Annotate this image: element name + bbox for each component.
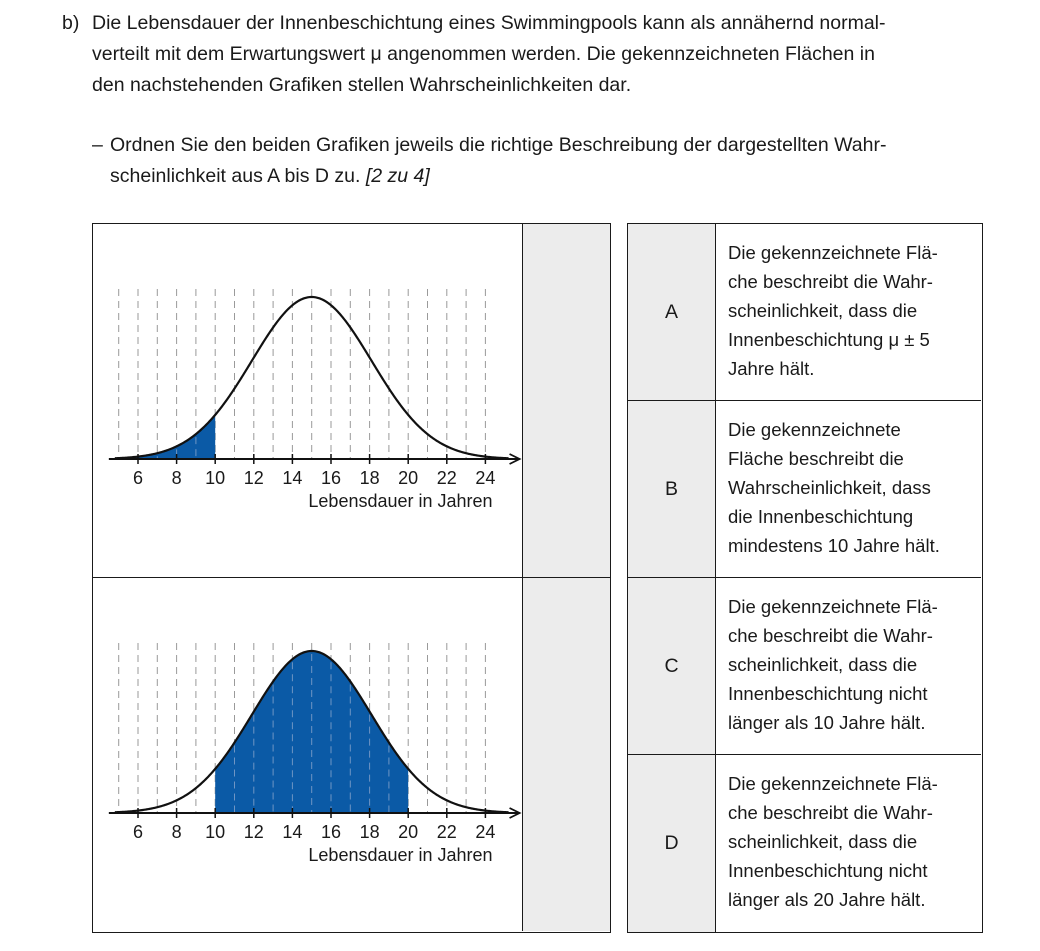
option-line: Die gekennzeichnete Flä- (728, 242, 938, 263)
x-tick-label: 24 (475, 468, 496, 488)
option-line: Innenbeschichtung nicht (728, 683, 928, 704)
graph-cell-2 (93, 578, 522, 932)
option-letter: C (628, 578, 716, 754)
x-tick-label: 22 (436, 822, 457, 842)
option-line: Jahre hält. (728, 358, 815, 379)
option-line: Die gekennzeichnete Flä- (728, 596, 938, 617)
normal-distribution-chart-2 (93, 578, 522, 930)
option-row-d (628, 755, 981, 932)
option-description (728, 769, 978, 914)
option-line: Innenbeschichtung nicht (728, 860, 928, 881)
x-tick-label: 16 (320, 468, 342, 488)
option-description (728, 592, 978, 737)
x-tick-label: 6 (132, 822, 144, 842)
option-letter: B (628, 401, 716, 577)
shaded-area (119, 415, 216, 459)
option-line: Innenbeschichtung μ ± 5 (728, 329, 930, 350)
task-dash: – (92, 134, 103, 156)
intro-line: verteilt mit dem Erwartungswert μ angenommen werden. Die gekennzeichneten Flächen in (92, 43, 875, 65)
x-tick-label: 6 (132, 468, 144, 488)
x-tick-label: 14 (282, 468, 303, 488)
option-line: scheinlichkeit, dass die (728, 300, 918, 321)
graph-table (92, 223, 611, 933)
task-text (110, 130, 1000, 192)
option-line: che beschreibt die Wahr- (728, 625, 933, 646)
option-row-a (628, 224, 981, 401)
option-line: Fläche beschreibt die (728, 448, 904, 469)
normal-distribution-chart-1 (93, 224, 522, 576)
answer-box-1[interactable] (522, 224, 610, 578)
option-letter: A (628, 224, 716, 400)
x-tick-label: 12 (243, 468, 264, 488)
option-line: länger als 20 Jahre hält. (728, 889, 926, 910)
option-line: Die gekennzeichnete (728, 419, 901, 440)
task-line (110, 161, 1000, 192)
intro-line: den nachstehenden Grafiken stellen Wahrscheinlichkeiten dar. (92, 74, 632, 96)
x-tick-label: 16 (320, 822, 342, 842)
x-tick-label: 22 (436, 468, 457, 488)
x-axis-label: Lebensdauer in Jahren (308, 845, 493, 865)
x-tick-label: 10 (205, 468, 226, 488)
x-tick-label: 8 (171, 468, 182, 488)
part-label: b) (62, 12, 80, 34)
x-tick-label: 18 (359, 468, 380, 488)
x-tick-label: 12 (243, 822, 264, 842)
option-description (728, 238, 978, 383)
option-line: die Innenbeschichtung (728, 506, 914, 527)
task-line-text: scheinlichkeit aus A bis D zu. (110, 165, 361, 187)
option-line: Die gekennzeichnete Flä- (728, 773, 938, 794)
x-tick-label: 14 (282, 822, 303, 842)
option-description (728, 415, 978, 560)
option-letter: D (628, 755, 716, 932)
x-tick-label: 20 (398, 468, 419, 488)
task-points: [2 zu 4] (365, 165, 430, 187)
option-line: scheinlichkeit, dass die (728, 831, 918, 852)
x-tick-label: 10 (205, 822, 226, 842)
options-table (627, 223, 983, 933)
intro-line: Die Lebensdauer der Innenbeschichtung eines Swimmingpools kann als annähernd normal- (92, 12, 886, 34)
graph-cell-1 (93, 224, 522, 578)
x-tick-label: 24 (475, 822, 496, 842)
x-tick-label: 20 (398, 822, 419, 842)
x-tick-label: 18 (359, 822, 380, 842)
intro-text (92, 8, 1002, 101)
x-axis-label: Lebensdauer in Jahren (308, 491, 493, 511)
option-line: länger als 10 Jahre hält. (728, 712, 926, 733)
option-line: scheinlichkeit, dass die (728, 654, 918, 675)
option-line: mindestens 10 Jahre hält. (728, 535, 940, 556)
option-line: che beschreibt die Wahr- (728, 271, 933, 292)
option-row-c (628, 578, 981, 755)
option-line: Wahrscheinlichkeit, dass (728, 477, 931, 498)
option-line: che beschreibt die Wahr- (728, 802, 933, 823)
option-row-b (628, 401, 981, 578)
answer-box-2[interactable] (522, 578, 610, 931)
task-line: Ordnen Sie den beiden Grafiken jeweils die richtige Beschreibung der dargestellten Wahr- (110, 134, 887, 156)
x-tick-label: 8 (171, 822, 182, 842)
